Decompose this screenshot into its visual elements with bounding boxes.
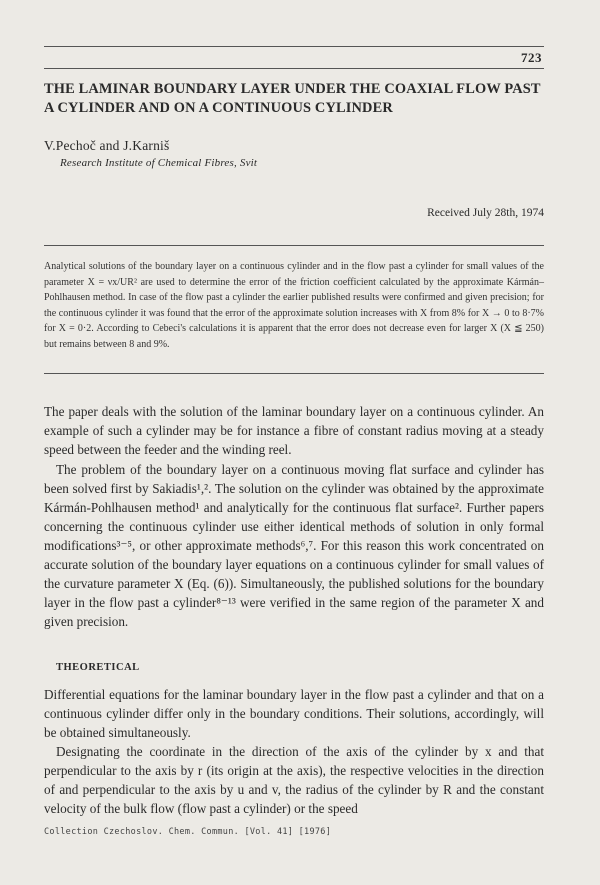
title-line-2: A CYLINDER AND ON A CONTINUOUS CYLINDER [44,100,393,116]
page-number: 723 [521,50,542,65]
top-rule [44,46,544,47]
title-line-1: THE LAMINAR BOUNDARY LAYER UNDER THE COAXIAL FLOW PAST [44,81,541,97]
affiliation: Research Institute of Chemical Fibres, Svit [60,157,258,169]
intro-paragraph-2: The problem of the boundary layer on a continuous moving flat surface and cylinder has been solved first by Sakiadis¹,². The solution on the cylinder was obtained by the approximate Kármán-Pohlhausen method¹ and analytically for the continuous flat surface². Further papers concerning the continuous cylinder use either identical methods of solution in only formal modifications³⁻⁵, or other approximate methods⁶,⁷. For this reason this work concentrated on accurate solution of the boundary layer equations on a continuous cylinder for small values of the curvature parameter X (Eq. (6)). Simultaneously, the published solutions for the boundary layer in the flow past a cylinder⁸⁻¹³ were verified in the same region of the parameter X and given precision. [44,462,544,629]
section-heading: THEORETICAL [56,662,140,673]
abstract-bottom-rule [44,373,544,374]
received-date: Received July 28th, 1974 [427,207,544,219]
paper-title [44,80,554,118]
theory-paragraph-1: Differential equations for the laminar boundary layer in the flow past a cylinder and that on a continuous cylinder differ only in the boundary conditions. Their solutions, accordingly, will be obtained simultaneously. [44,687,544,740]
theory-paragraph-2: Designating the coordinate in the direction of the axis of the cylinder by x and that perpendicular to the axis by r (its origin at the axis), the respective velocities in the direction of and perpendicular to the axis by u and v, the radius of the cylinder by R and the constant velocity of the bulk flow (flow past a cylinder) or the speed [44,744,544,816]
header-rule [44,68,544,69]
intro-paragraph-1: The paper deals with the solution of the laminar boundary layer on a continuous cylinder. An example of such a cylinder may be for instance a fibre of constant radius moving at a steady speed between the feeder and the winding reel. [44,404,544,457]
authors: V.Pechoč and J.Karniš [44,138,170,153]
abstract-top-rule [44,245,544,246]
abstract: Analytical solutions of the boundary layer on a continuous cylinder and in the flow past a cylinder for small values of the parameter X = νx/UR² are used to determine the error of the friction coefficient calculated by the approximate Kármán–Pohlhausen method. In case of the flow past a cylinder the earlier published results were confirmed and given precision; for the continuous cylinder it was found that the error of the approximate solution increases with X from 8% for X → 0 to 8·7% for X = 0·2. According to Cebeci's calculations it is apparent that the error does not decrease even for larger X (X ≦ 250) but remains between 8 and 9%. [44,261,544,350]
journal-footer: Collection Czechoslov. Chem. Commun. [Vol. 41] [1976] [44,827,332,837]
